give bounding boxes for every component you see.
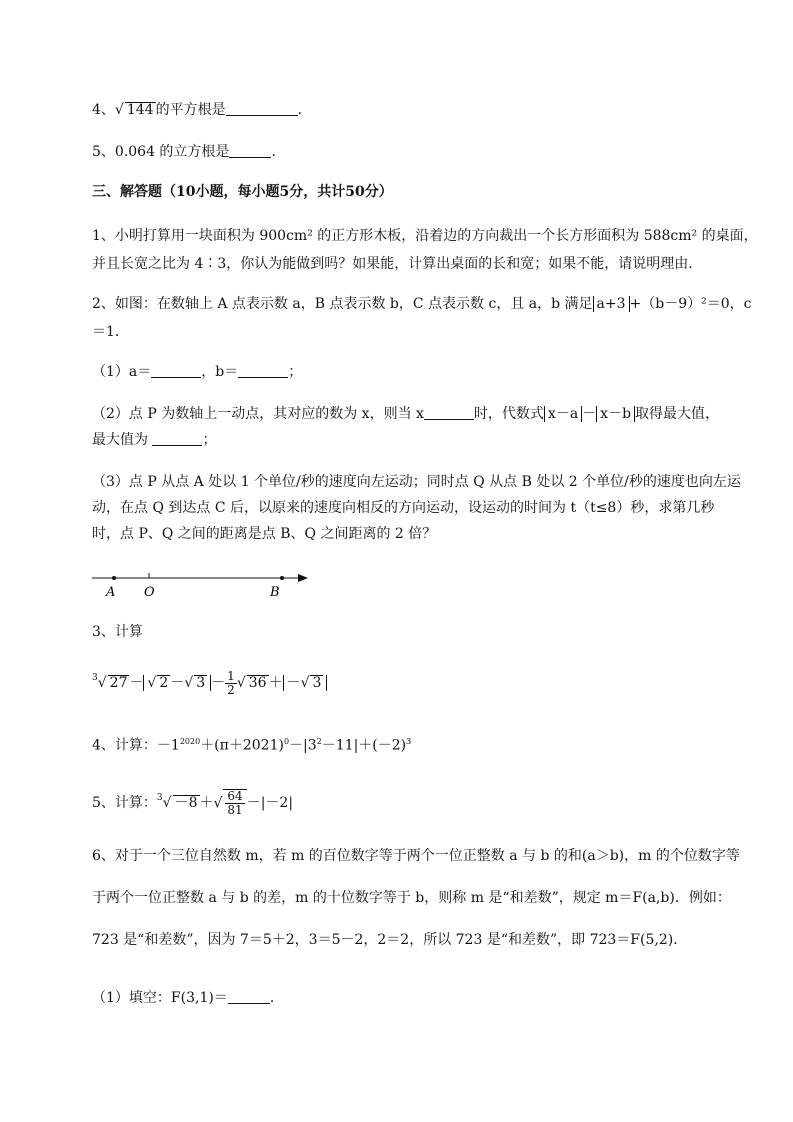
section-heading: 三、解答题（10小题，每小题5分，共计50分） (92, 184, 393, 200)
answer-blank-b[interactable] (238, 363, 288, 378)
point-b-dot (280, 576, 284, 580)
q3-expression: $^3$√ 27 － √ 2 －√ 3 － $\frac{1}{2}$ √ 36 ＋ －√ 3 (92, 668, 327, 697)
q2-line-2: ＝1． (92, 324, 129, 340)
q6-part-1: （1）填空：F(3,1)＝ ． (92, 990, 284, 1006)
q5-expression: 5、计算：$^3$√ －8 ＋√ $\frac{64}{81}$ －|－2| (92, 788, 294, 817)
q1-line-2: 并且长宽之比为 4∶3，你认为能做到吗？如果能，计算出桌面的长和宽；如果不能，请说明理由． (92, 256, 703, 272)
number-line-figure (92, 566, 322, 602)
sqrt-144: √ 144 (114, 102, 154, 118)
answer-blank[interactable] (228, 989, 270, 1004)
answer-blank-max[interactable] (152, 431, 202, 446)
q6-line-3: 723 是“和差数”，因为 7＝5＋2，3＝5－2，2＝2，所以 723 是“和差数”，即 723＝F(5,2)． (92, 932, 688, 948)
q2-part-3-line-2: 动，在点 Q 到达点 C 后，以原来的速度向相反的方向运动，设运动的时间为 t（t≤8）秒，求第几秒 (92, 500, 715, 516)
answer-blank-x[interactable] (424, 405, 474, 420)
arrow-head-icon (298, 574, 308, 582)
q2-part-1: （1）a＝ ，b＝ ； (92, 364, 303, 380)
answer-blank-a[interactable] (151, 363, 201, 378)
label-o: O (144, 585, 155, 600)
answer-blank[interactable] (229, 143, 271, 158)
q6-line-2: 于两个一位正整数 a 与 b 的差，m 的十位数字等于 b，则称 m 是“和差数”，规定 m＝F(a,b)．例如： (92, 890, 731, 906)
q6-line-1: 6、对于一个三位自然数 m，若 m 的百位数字等于两个一位正整数 a 与 b 的和(a＞b)，m 的个位数字等 (92, 848, 740, 864)
label-a: A (106, 585, 116, 600)
q2-part-2-line-1: （2）点 P 为数轴上一动点，其对应的数为 x，则当 x 时，代数式 x－a － x－b 取得最大值， (92, 406, 720, 422)
q1-line-1: 1、小明打算用一块面积为 900cm² 的正方形木板，沿着边的方向裁出一个长方形面积为 588cm² 的桌面， (92, 228, 758, 244)
q2-part-2-line-2: 最大值为 ； (92, 432, 217, 448)
q4-expression: 4、计算：$-1^{2020}+(\pi+2021)^0-|3^2-11|+(-2)^3$ (92, 737, 412, 754)
q2-part-3-line-3: 时，点 P、Q 之间的距离是点 B、Q 之间距离的 2 倍？ (92, 526, 437, 542)
fill-question-5: 5、0.064 的立方根是 ． (92, 144, 286, 160)
fill-question-4: 4、√ 144 的平方根是 ． (92, 102, 312, 118)
q3-title: 3、计算 (92, 624, 143, 640)
q2-part-3-line-1: （3）点 P 从点 A 处以 1 个单位/秒的速度向左运动；同时点 Q 从点 B 处以 2 个单位/秒的速度也向左运 (92, 474, 741, 490)
q2-line-1: 2、如图：在数轴上 A 点表示数 a，B 点表示数 b，C 点表示数 c，且 a，b 满足 a+3 +（b－9）²＝0，c (92, 296, 752, 312)
point-a-dot (112, 576, 116, 580)
answer-blank[interactable] (226, 101, 298, 116)
label-b: B (270, 585, 280, 600)
